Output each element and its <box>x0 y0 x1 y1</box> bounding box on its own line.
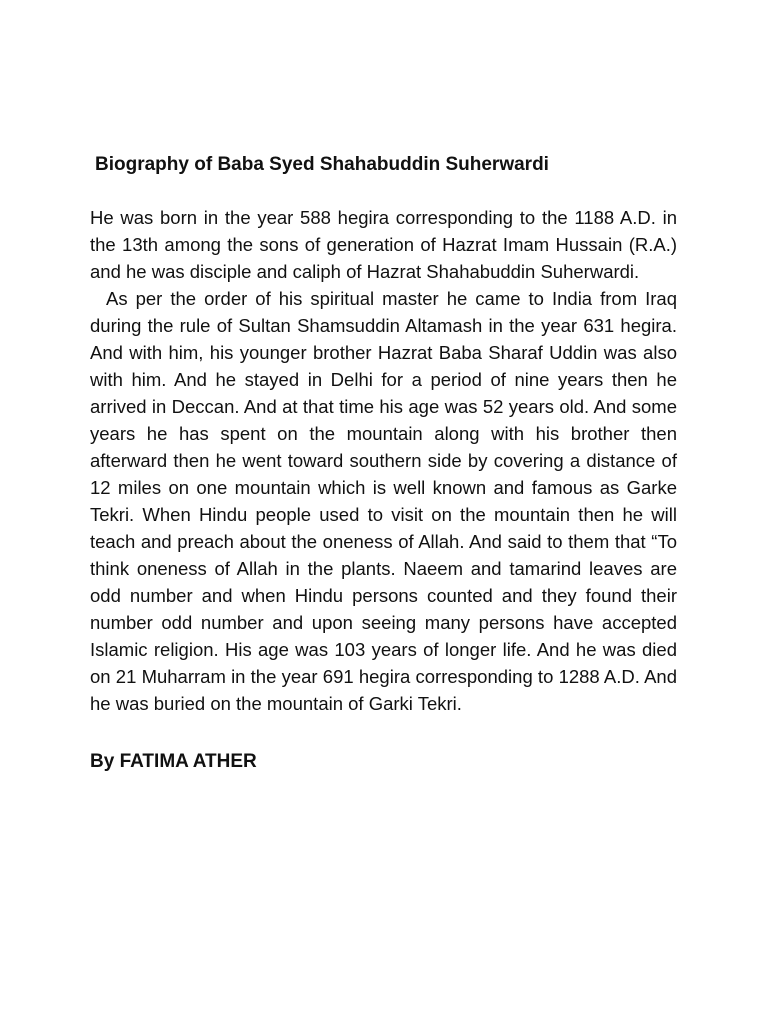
author-byline: By FATIMA ATHER <box>90 751 257 772</box>
document-title: Biography of Baba Syed Shahabuddin Suherwardi <box>95 154 549 175</box>
document-page <box>90 150 677 777</box>
paragraph-birth: He was born in the year 588 hegira corresponding to the 1188 A.D. in the 13th among the sons of generation of Hazrat Imam Hussain (R.A.) and he was disciple and caliph of Hazrat Shahabuddin Suherwardi. <box>90 207 677 282</box>
paragraph-life: As per the order of his spiritual master he came to India from Iraq during the rule of Sultan Shamsuddin Altamash in the year 631 hegira. And with him, his younger brother Hazrat Baba Sharaf Uddin was also with him. And he stayed in Delhi for a period of nine years then he arrived in Deccan. And at that time his age was 52 years old. And some years he has spent on the mountain along with his brother then afterward then he went toward southern side by covering a distance of 12 miles on one mountain which is well known and famous as Garke Tekri. When Hindu people used to visit on the mountain then he will teach and preach about the oneness of Allah. And said to them that “To think oneness of Allah in the plants. Naeem and tamarind leaves are odd number and when Hindu persons counted and they found their number odd number and upon seeing many persons have accepted Islamic religion. His age was 103 years of longer life. And he was died on 21 Muharram in the year 691 hegira corresponding to 1288 A.D. And he was buried on the mountain of Garki Tekri. <box>90 288 677 714</box>
